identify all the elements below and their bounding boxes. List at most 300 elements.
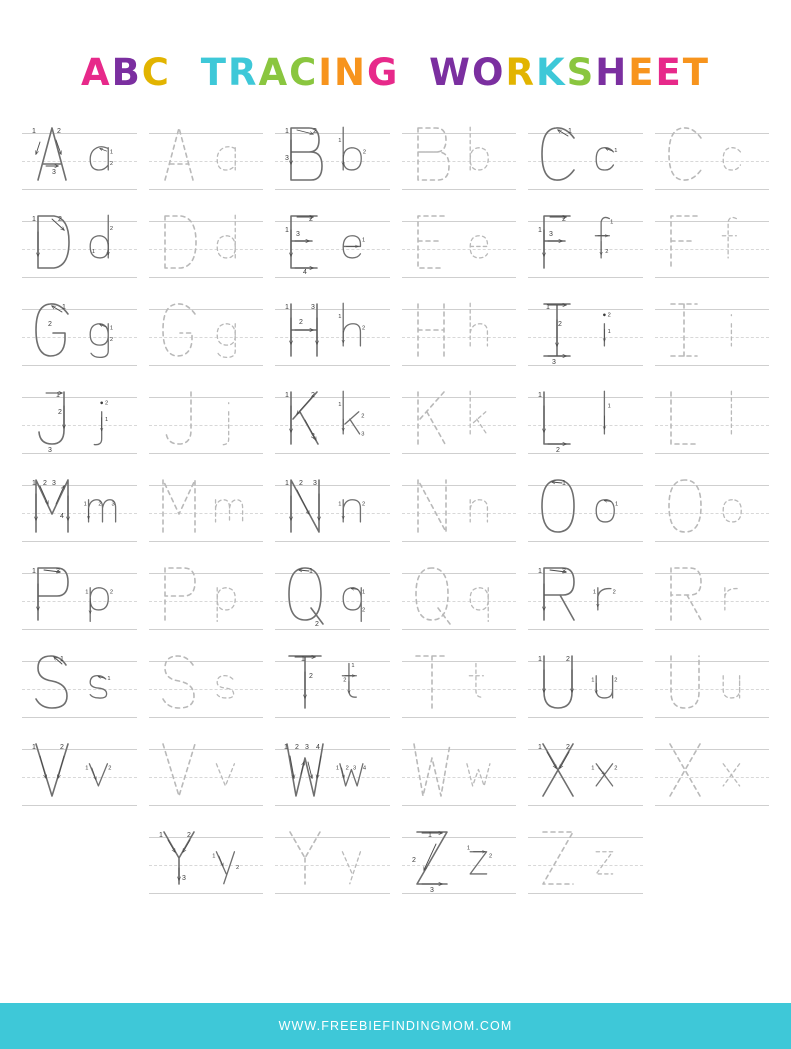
svg-text:2: 2 bbox=[105, 399, 109, 406]
rule-line-mid bbox=[655, 601, 770, 602]
rule-line-bottom bbox=[655, 541, 770, 542]
handwriting-rules bbox=[528, 573, 643, 629]
svg-text:3: 3 bbox=[111, 501, 115, 508]
handwriting-rules bbox=[149, 573, 264, 629]
rule-line-bottom bbox=[275, 629, 390, 630]
svg-text:1: 1 bbox=[607, 403, 612, 410]
svg-text:2: 2 bbox=[556, 446, 561, 454]
svg-text:1: 1 bbox=[32, 479, 37, 487]
rule-line-bottom bbox=[528, 805, 643, 806]
handwriting-rules bbox=[528, 397, 643, 453]
rule-line-bottom bbox=[402, 365, 517, 366]
rule-line-top bbox=[275, 573, 390, 574]
rule-line-top bbox=[402, 397, 517, 398]
rule-line-mid bbox=[22, 601, 137, 602]
tracing-cell bbox=[271, 559, 394, 645]
rule-line-top bbox=[655, 309, 770, 310]
svg-text:3: 3 bbox=[549, 230, 554, 238]
svg-text:2: 2 bbox=[411, 856, 416, 864]
tracing-cell bbox=[271, 735, 394, 821]
svg-text:2: 2 bbox=[345, 765, 350, 772]
svg-text:2: 2 bbox=[362, 607, 366, 614]
svg-text:1: 1 bbox=[158, 831, 163, 839]
rule-line-bottom bbox=[22, 277, 137, 278]
rule-line-mid bbox=[402, 161, 517, 162]
svg-text:2: 2 bbox=[57, 127, 62, 135]
rule-line-mid bbox=[655, 689, 770, 690]
svg-text:1: 1 bbox=[110, 325, 114, 332]
handwriting-rules bbox=[528, 749, 643, 805]
title-letter: W bbox=[429, 50, 472, 94]
rule-line-mid bbox=[402, 425, 517, 426]
tracing-cell bbox=[651, 735, 774, 821]
tracing-cell bbox=[524, 823, 647, 909]
svg-text:1: 1 bbox=[85, 765, 89, 772]
rule-line-top bbox=[275, 133, 390, 134]
svg-text:3: 3 bbox=[311, 303, 316, 311]
svg-text:2: 2 bbox=[295, 743, 300, 751]
rule-line-bottom bbox=[275, 453, 390, 454]
svg-text:3: 3 bbox=[48, 446, 53, 454]
handwriting-rules bbox=[655, 221, 770, 277]
rule-line-mid bbox=[528, 777, 643, 778]
rule-line-bottom bbox=[22, 717, 137, 718]
tracing-grid bbox=[18, 119, 773, 909]
tracing-cell bbox=[271, 383, 394, 469]
rule-line-bottom bbox=[528, 893, 643, 894]
tracing-cell bbox=[145, 207, 268, 293]
svg-text:2: 2 bbox=[56, 567, 61, 575]
rule-line-mid bbox=[275, 689, 390, 690]
title-letter: E bbox=[628, 50, 656, 94]
tracing-cell bbox=[145, 119, 268, 205]
rule-line-top bbox=[22, 397, 137, 398]
title-letter: S bbox=[566, 50, 596, 94]
svg-text:1: 1 bbox=[32, 743, 37, 751]
tracing-cell bbox=[398, 647, 521, 733]
rule-line-top bbox=[22, 661, 137, 662]
rule-line-bottom bbox=[275, 541, 390, 542]
title-letter bbox=[171, 51, 201, 94]
svg-text:2: 2 bbox=[488, 853, 493, 860]
svg-text:1: 1 bbox=[351, 662, 355, 669]
rule-line-top bbox=[528, 485, 643, 486]
rule-line-bottom bbox=[402, 893, 517, 894]
rule-line-mid bbox=[402, 865, 517, 866]
tracing-cell bbox=[398, 119, 521, 205]
rule-line-mid bbox=[22, 337, 137, 338]
tracing-cell bbox=[145, 471, 268, 557]
title-letter: O bbox=[471, 50, 506, 94]
rule-line-top bbox=[402, 485, 517, 486]
title-letter: E bbox=[655, 50, 683, 94]
rule-line-mid bbox=[275, 249, 390, 250]
rule-line-top bbox=[655, 397, 770, 398]
tracing-cell bbox=[524, 383, 647, 469]
rule-line-mid bbox=[528, 337, 643, 338]
svg-text:3: 3 bbox=[305, 743, 310, 751]
rule-line-bottom bbox=[149, 189, 264, 190]
rule-line-mid bbox=[149, 425, 264, 426]
svg-text:2: 2 bbox=[98, 501, 102, 508]
tracing-cell bbox=[271, 471, 394, 557]
svg-text:1: 1 bbox=[538, 655, 543, 663]
handwriting-rules bbox=[402, 485, 517, 541]
rule-line-bottom bbox=[528, 189, 643, 190]
handwriting-rules bbox=[655, 485, 770, 541]
svg-text:1: 1 bbox=[593, 589, 597, 596]
handwriting-rules bbox=[402, 837, 517, 893]
title-letter: A bbox=[258, 50, 290, 94]
tracing-cell bbox=[18, 383, 141, 469]
tracing-cell bbox=[145, 559, 268, 645]
title-letter bbox=[399, 51, 429, 94]
handwriting-rules bbox=[275, 573, 390, 629]
tracing-cell bbox=[651, 119, 774, 205]
rule-line-bottom bbox=[149, 717, 264, 718]
svg-text:1: 1 bbox=[62, 303, 67, 311]
rule-line-mid bbox=[528, 249, 643, 250]
svg-text:2: 2 bbox=[58, 408, 63, 416]
svg-text:1: 1 bbox=[285, 226, 290, 234]
rule-line-top bbox=[402, 749, 517, 750]
rule-line-bottom bbox=[275, 277, 390, 278]
rule-line-bottom bbox=[402, 189, 517, 190]
handwriting-rules bbox=[149, 221, 264, 277]
tracing-cell bbox=[398, 383, 521, 469]
rule-line-mid bbox=[402, 601, 517, 602]
handwriting-rules bbox=[402, 661, 517, 717]
rule-line-bottom bbox=[402, 629, 517, 630]
rule-line-bottom bbox=[149, 541, 264, 542]
svg-text:2: 2 bbox=[186, 831, 191, 839]
tracing-cell bbox=[18, 735, 141, 821]
rule-line-mid bbox=[149, 161, 264, 162]
rule-line-bottom bbox=[22, 541, 137, 542]
tracing-cell bbox=[651, 647, 774, 733]
rule-line-bottom bbox=[402, 277, 517, 278]
svg-text:2: 2 bbox=[48, 320, 53, 328]
tracing-cell bbox=[271, 119, 394, 205]
svg-text:3: 3 bbox=[361, 431, 365, 438]
rule-line-bottom bbox=[149, 893, 264, 894]
rule-line-top bbox=[402, 221, 517, 222]
rule-line-mid bbox=[528, 513, 643, 514]
handwriting-rules bbox=[528, 309, 643, 365]
svg-text:1: 1 bbox=[538, 226, 543, 234]
handwriting-rules bbox=[275, 749, 390, 805]
handwriting-rules bbox=[528, 661, 643, 717]
rule-line-top bbox=[149, 749, 264, 750]
rule-line-mid bbox=[402, 777, 517, 778]
footer-bar bbox=[0, 1003, 791, 1049]
rule-line-bottom bbox=[149, 805, 264, 806]
tracing-cell bbox=[398, 295, 521, 381]
rule-line-top bbox=[655, 485, 770, 486]
svg-text:2: 2 bbox=[605, 248, 609, 255]
rule-line-top bbox=[402, 837, 517, 838]
svg-text:3: 3 bbox=[313, 479, 318, 487]
handwriting-rules bbox=[22, 397, 137, 453]
handwriting-rules bbox=[149, 661, 264, 717]
svg-text:2: 2 bbox=[363, 149, 367, 156]
rule-line-bottom bbox=[528, 365, 643, 366]
rule-line-mid bbox=[22, 689, 137, 690]
svg-text:1: 1 bbox=[285, 127, 290, 135]
rule-line-mid bbox=[275, 337, 390, 338]
title-letter: T bbox=[682, 50, 711, 94]
handwriting-rules bbox=[528, 485, 643, 541]
svg-text:1: 1 bbox=[538, 567, 543, 575]
rule-line-bottom bbox=[528, 629, 643, 630]
rule-line-top bbox=[22, 573, 137, 574]
rule-line-top bbox=[149, 573, 264, 574]
rule-line-bottom bbox=[275, 805, 390, 806]
rule-line-top bbox=[149, 485, 264, 486]
rule-line-top bbox=[528, 749, 643, 750]
svg-text:3: 3 bbox=[285, 154, 290, 162]
svg-text:1: 1 bbox=[338, 401, 342, 408]
svg-text:1: 1 bbox=[32, 127, 37, 135]
rule-line-mid bbox=[655, 249, 770, 250]
rule-line-mid bbox=[149, 249, 264, 250]
tracing-cell bbox=[271, 207, 394, 293]
handwriting-rules bbox=[149, 485, 264, 541]
rule-line-mid bbox=[655, 337, 770, 338]
title-letter: B bbox=[111, 50, 142, 94]
svg-text:1: 1 bbox=[562, 479, 567, 487]
svg-text:1: 1 bbox=[285, 391, 290, 399]
svg-text:1: 1 bbox=[60, 655, 65, 663]
rule-line-top bbox=[149, 309, 264, 310]
rule-line-mid bbox=[402, 337, 517, 338]
svg-text:1: 1 bbox=[284, 743, 289, 751]
tracing-cell bbox=[18, 471, 141, 557]
svg-text:1: 1 bbox=[614, 147, 618, 154]
svg-text:2: 2 bbox=[566, 743, 571, 751]
handwriting-rules bbox=[149, 133, 264, 189]
tracing-cell bbox=[18, 295, 141, 381]
tracing-cell bbox=[271, 823, 394, 909]
svg-text:2: 2 bbox=[614, 765, 618, 772]
handwriting-rules bbox=[655, 749, 770, 805]
rule-line-mid bbox=[22, 513, 137, 514]
rule-line-mid bbox=[655, 513, 770, 514]
svg-text:1: 1 bbox=[212, 853, 216, 860]
handwriting-rules bbox=[275, 837, 390, 893]
handwriting-rules bbox=[22, 573, 137, 629]
rule-line-mid bbox=[22, 777, 137, 778]
tracing-cell bbox=[271, 647, 394, 733]
svg-text:2: 2 bbox=[110, 160, 114, 167]
rule-line-mid bbox=[528, 161, 643, 162]
svg-text:4: 4 bbox=[316, 743, 321, 751]
worksheet-page bbox=[0, 25, 791, 1049]
handwriting-rules bbox=[22, 661, 137, 717]
svg-text:2: 2 bbox=[343, 677, 347, 684]
svg-text:3: 3 bbox=[52, 479, 57, 487]
rule-line-mid bbox=[149, 337, 264, 338]
tracing-cell bbox=[524, 207, 647, 293]
rule-line-top bbox=[149, 837, 264, 838]
title-letter: A bbox=[80, 50, 112, 94]
rule-line-bottom bbox=[528, 277, 643, 278]
rule-line-bottom bbox=[275, 717, 390, 718]
rule-line-bottom bbox=[528, 541, 643, 542]
rule-line-top bbox=[22, 749, 137, 750]
rule-line-bottom bbox=[22, 629, 137, 630]
svg-text:1: 1 bbox=[105, 416, 109, 423]
svg-text:2: 2 bbox=[60, 743, 65, 751]
handwriting-rules bbox=[402, 221, 517, 277]
rule-line-bottom bbox=[655, 453, 770, 454]
handwriting-rules bbox=[275, 221, 390, 277]
rule-line-mid bbox=[149, 689, 264, 690]
rule-line-top bbox=[402, 133, 517, 134]
rule-line-bottom bbox=[402, 805, 517, 806]
tracing-cell bbox=[18, 119, 141, 205]
rule-line-bottom bbox=[149, 453, 264, 454]
rule-line-top bbox=[528, 837, 643, 838]
svg-text:2: 2 bbox=[612, 589, 617, 596]
rule-line-top bbox=[528, 397, 643, 398]
rule-line-top bbox=[528, 221, 643, 222]
tracing-cell bbox=[524, 119, 647, 205]
rule-line-top bbox=[655, 661, 770, 662]
svg-text:2: 2 bbox=[43, 479, 48, 487]
handwriting-rules bbox=[149, 397, 264, 453]
rule-line-bottom bbox=[149, 365, 264, 366]
rule-line-bottom bbox=[22, 805, 137, 806]
svg-text:2: 2 bbox=[58, 215, 63, 223]
svg-text:3: 3 bbox=[552, 358, 557, 366]
handwriting-rules bbox=[275, 661, 390, 717]
svg-text:2: 2 bbox=[309, 215, 314, 223]
svg-text:1: 1 bbox=[338, 501, 342, 508]
svg-text:1: 1 bbox=[336, 765, 340, 772]
rule-line-top bbox=[275, 221, 390, 222]
rule-line-mid bbox=[149, 601, 264, 602]
tracing-cell bbox=[18, 207, 141, 293]
rule-line-mid bbox=[655, 777, 770, 778]
svg-text:3: 3 bbox=[181, 874, 186, 882]
tracing-cell bbox=[524, 647, 647, 733]
rule-line-top bbox=[655, 749, 770, 750]
rule-line-bottom bbox=[402, 717, 517, 718]
svg-text:2: 2 bbox=[313, 127, 318, 135]
tracing-cell bbox=[398, 735, 521, 821]
rule-line-bottom bbox=[22, 365, 137, 366]
svg-text:4: 4 bbox=[60, 512, 65, 520]
handwriting-rules bbox=[655, 661, 770, 717]
rule-line-top bbox=[655, 133, 770, 134]
rule-line-bottom bbox=[149, 629, 264, 630]
svg-text:1: 1 bbox=[32, 567, 37, 575]
rule-line-mid bbox=[275, 601, 390, 602]
svg-text:1: 1 bbox=[285, 303, 290, 311]
svg-text:2: 2 bbox=[566, 655, 571, 663]
svg-text:1: 1 bbox=[285, 479, 290, 487]
svg-text:1: 1 bbox=[591, 765, 595, 772]
handwriting-rules bbox=[22, 749, 137, 805]
tracing-cell bbox=[524, 735, 647, 821]
rule-line-top bbox=[655, 221, 770, 222]
rule-line-top bbox=[275, 837, 390, 838]
svg-text:2: 2 bbox=[562, 215, 567, 223]
svg-text:1: 1 bbox=[362, 589, 366, 596]
svg-text:1: 1 bbox=[568, 127, 573, 135]
svg-text:2: 2 bbox=[299, 318, 304, 326]
rule-line-top bbox=[402, 309, 517, 310]
handwriting-rules bbox=[22, 309, 137, 365]
rule-line-mid bbox=[275, 513, 390, 514]
svg-text:3: 3 bbox=[311, 432, 316, 440]
handwriting-rules bbox=[655, 309, 770, 365]
handwriting-rules bbox=[655, 573, 770, 629]
handwriting-rules bbox=[528, 221, 643, 277]
title-letter: K bbox=[535, 50, 567, 94]
handwriting-rules bbox=[655, 133, 770, 189]
handwriting-rules bbox=[528, 133, 643, 189]
svg-text:3: 3 bbox=[353, 765, 357, 772]
svg-text:2: 2 bbox=[362, 501, 366, 508]
rule-line-bottom bbox=[528, 453, 643, 454]
page-title bbox=[0, 25, 791, 94]
rule-line-top bbox=[22, 221, 137, 222]
handwriting-rules bbox=[149, 749, 264, 805]
rule-line-bottom bbox=[22, 189, 137, 190]
rule-line-top bbox=[402, 661, 517, 662]
svg-text:1: 1 bbox=[466, 844, 470, 851]
title-letter: T bbox=[200, 50, 228, 94]
rule-line-bottom bbox=[22, 453, 137, 454]
footer-website-text: WWW.FREEBIEFINDINGMOM.COM bbox=[278, 1018, 513, 1033]
rule-line-top bbox=[275, 485, 390, 486]
svg-text:2: 2 bbox=[309, 672, 314, 680]
rule-line-mid bbox=[22, 161, 137, 162]
tracing-cell bbox=[145, 295, 268, 381]
svg-text:3: 3 bbox=[429, 886, 434, 894]
svg-text:2: 2 bbox=[108, 765, 112, 772]
svg-text:2: 2 bbox=[235, 864, 240, 871]
rule-line-mid bbox=[149, 513, 264, 514]
title-letter: N bbox=[334, 50, 368, 94]
rule-line-mid bbox=[149, 777, 264, 778]
title-letter: C bbox=[289, 50, 319, 94]
tracing-cell bbox=[524, 559, 647, 645]
tracing-cell bbox=[398, 823, 521, 909]
rule-line-top bbox=[528, 133, 643, 134]
svg-text:1: 1 bbox=[427, 831, 432, 839]
svg-text:2: 2 bbox=[562, 567, 567, 575]
rule-line-top bbox=[22, 309, 137, 310]
rule-line-bottom bbox=[275, 189, 390, 190]
handwriting-rules bbox=[22, 133, 137, 189]
tracing-cell bbox=[18, 559, 141, 645]
svg-text:2: 2 bbox=[110, 225, 114, 232]
rule-line-bottom bbox=[528, 717, 643, 718]
rule-line-mid bbox=[275, 865, 390, 866]
handwriting-rules bbox=[402, 133, 517, 189]
tracing-cell bbox=[651, 295, 774, 381]
rule-line-top bbox=[275, 309, 390, 310]
svg-text:1: 1 bbox=[56, 391, 61, 399]
rule-line-top bbox=[528, 661, 643, 662]
rule-line-mid bbox=[528, 425, 643, 426]
svg-text:2: 2 bbox=[361, 413, 365, 420]
tracing-cell bbox=[271, 295, 394, 381]
rule-line-bottom bbox=[655, 277, 770, 278]
